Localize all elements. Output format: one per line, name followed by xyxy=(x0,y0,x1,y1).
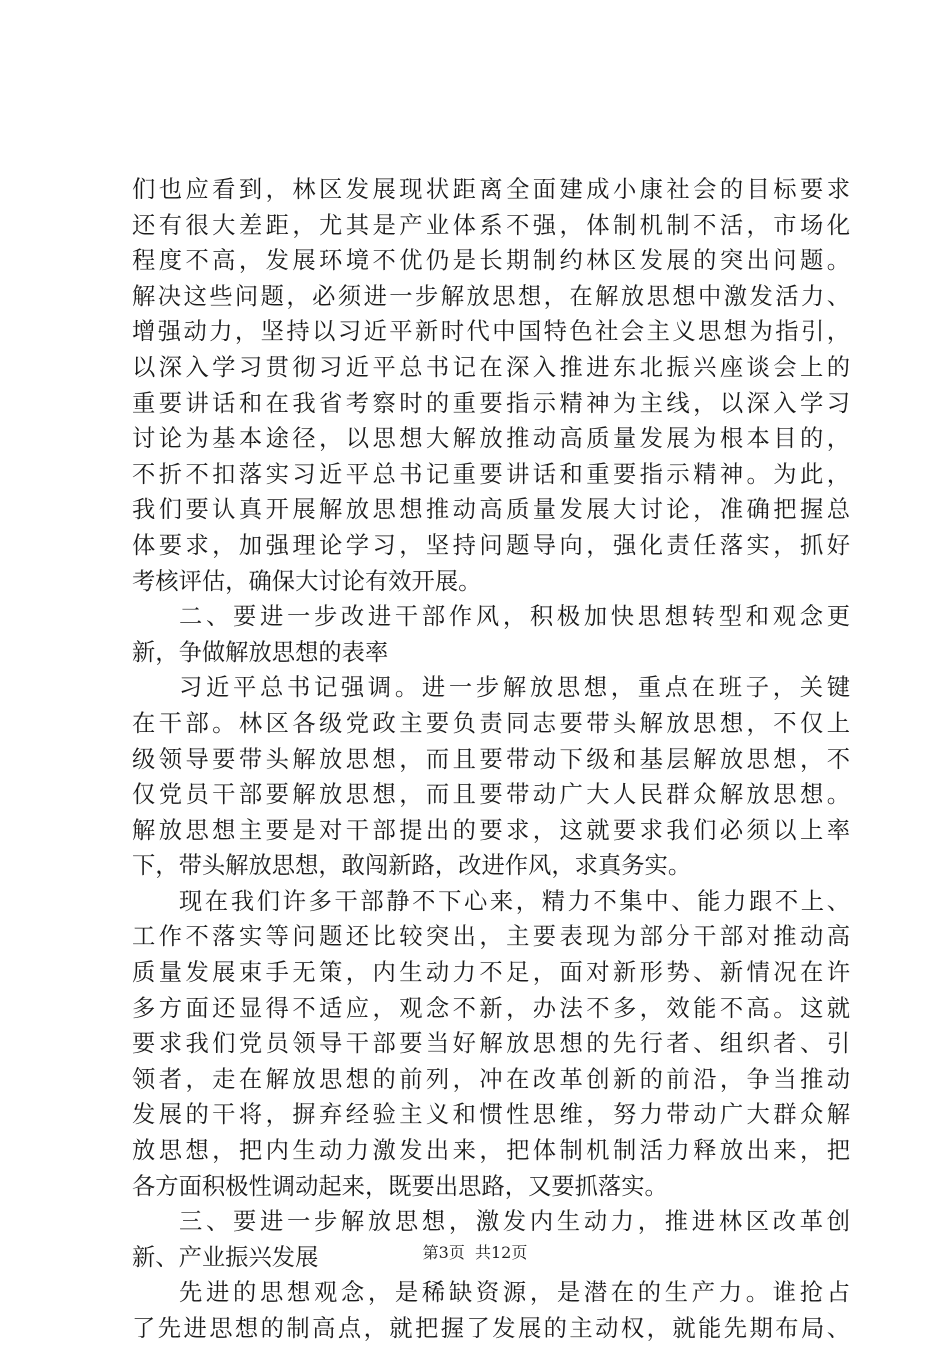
text-line: 解决这些问题，必须进一步解放思想，在解放思想中激发活力、 xyxy=(132,282,850,310)
text-line: 考核评估，确保大讨论有效开展。 xyxy=(132,567,482,595)
text-line: 要求我们党员领导干部要当好解放思想的先行者、组织者、引 xyxy=(132,1030,850,1058)
text-line: 质量发展束手无策，内生动力不足，面对新形势、新情况在许 xyxy=(132,959,850,987)
text-line: 领者，走在解放思想的前列，冲在改革创新的前沿，争当推动 xyxy=(132,1065,850,1093)
text-line: 先进的思想观念，是稀缺资源，是潜在的生产力。谁抢占 xyxy=(179,1279,850,1307)
text-line: 我们要认真开展解放思想推动高质量发展大讨论，准确把握总 xyxy=(132,496,850,524)
text-line: 以深入学习贯彻习近平总书记在深入推进东北振兴座谈会上的 xyxy=(132,353,850,381)
text-line: 在干部。林区各级党政主要负责同志要带头解放思想，不仅上 xyxy=(132,709,850,737)
body-text xyxy=(132,172,850,1347)
page-footer xyxy=(0,1243,950,1263)
text-line: 不折不扣落实习近平总书记重要讲话和重要指示精神。为此， xyxy=(132,460,850,488)
text-line: 工作不落实等问题还比较突出，主要表现为部分干部对推动高 xyxy=(132,923,850,951)
text-line: 多方面还显得不适应，观念不新，办法不多，效能不高。这就 xyxy=(132,994,850,1022)
text-line: 放思想，把内生动力激发出来，把体制机制活力释放出来，把 xyxy=(132,1137,850,1165)
text-line: 发展的干将，摒弃经验主义和惯性思维，努力带动广大群众解 xyxy=(132,1101,850,1129)
section-heading-line: 三、要进一步解放思想，激发内生动力，推进林区改革创 xyxy=(179,1208,850,1236)
text-line: 程度不高，发展环境不优仍是长期制约林区发展的突出问题。 xyxy=(132,247,850,275)
text-line: 解放思想主要是对干部提出的要求，这就要求我们必须以上率 xyxy=(132,816,850,844)
text-line: 习近平总书记强调。进一步解放思想，重点在班子，关键 xyxy=(179,674,850,702)
text-line: 讨论为基本途径，以思想大解放推动高质量发展为根本目的， xyxy=(132,425,850,453)
text-line: 各方面积极性调动起来，既要出思路，又要抓落实。 xyxy=(132,1172,668,1200)
text-line: 仅党员干部要解放思想，而且要带动广大人民群众解放思想。 xyxy=(132,781,850,809)
section-heading-line: 新，争做解放思想的表率 xyxy=(132,638,389,666)
text-line: 下，带头解放思想，敢闯新路，改进作风，求真务实。 xyxy=(132,852,692,880)
section-heading-line: 二、要进一步改进干部作风，积极加快思想转型和观念更 xyxy=(179,603,850,631)
text-line: 重要讲话和在我省考察时的重要指示精神为主线，以深入学习 xyxy=(132,389,850,417)
text-line: 了先进思想的制高点，就把握了发展的主动权，就能先期布局、 xyxy=(132,1315,850,1342)
text-line: 增强动力，坚持以习近平新时代中国特色社会主义思想为指引， xyxy=(132,318,850,346)
page-number: 第3页 共12页 xyxy=(422,1243,528,1262)
text-line: 体要求，加强理论学习，坚持问题导向，强化责任落实，抓好 xyxy=(132,531,850,559)
text-line: 们也应看到，林区发展现状距离全面建成小康社会的目标要求 xyxy=(132,176,850,203)
section-heading-line: 新、产业振兴发展 xyxy=(132,1243,319,1271)
text-line: 还有很大差距，尤其是产业体系不强，体制机制不活，市场化 xyxy=(132,211,850,239)
text-line: 现在我们许多干部静不下心来，精力不集中、能力跟不上、 xyxy=(179,887,850,915)
text-line: 级领导要带头解放思想，而且要带动下级和基层解放思想，不 xyxy=(132,745,850,773)
